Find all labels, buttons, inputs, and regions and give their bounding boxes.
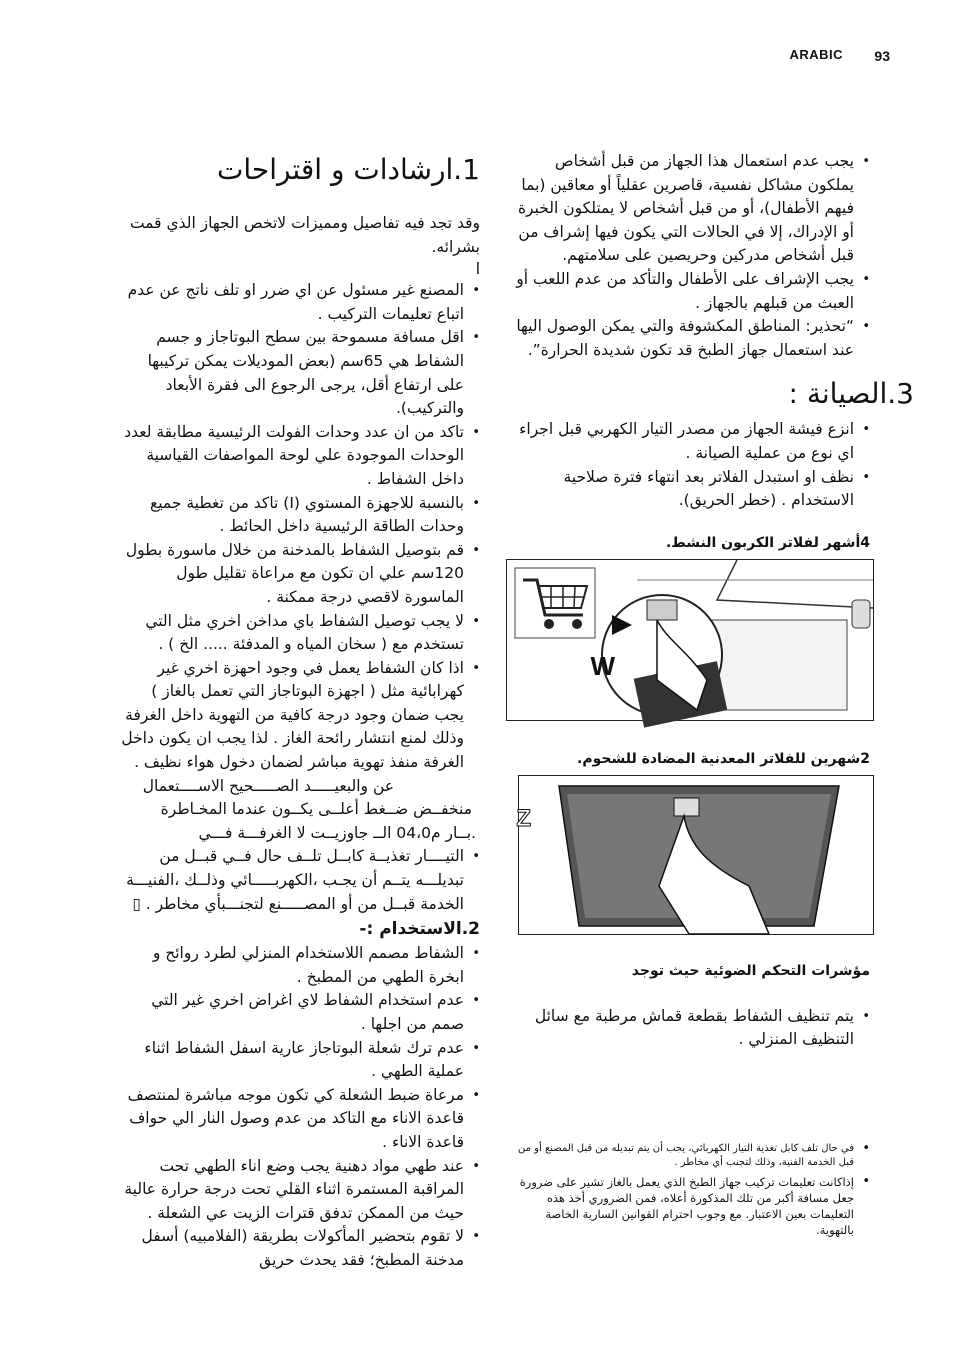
header-language: ARABIC [789, 47, 843, 62]
list-item: • لا تقوم بتحضير المأكولات بطريقة (الفلامبيه) أسفل مدخنة المطبخ؛ فقد يحدث حريق [118, 1225, 480, 1272]
list-item: • قم بتوصيل الشفاط بالمدخنة من خلال ماسورة بطول 120سم علي ان تكون مع مراعاة تقليل طول الماسورة لاقصي درجة ممكنة . [118, 539, 480, 610]
cable-note-list [118, 845, 480, 916]
list-item: • اذا كان الشفاط يعمل في وجود احهزة اخري غير كهرابائية مثل ( اجهزة البوتاجاز التي تعمل بالغاز ) يجب ضمان وجود درجة كافية من التهوية داخل الغرفة وذلك لمنع انتشار رائحة الغاز . لذا يجب ان يكون داخل الغرفة منفذ تهوية مباشر لضمان دخول هواء نظيف . [118, 657, 480, 775]
section-1-title: 1.ارشادات و اقتراحات [217, 153, 480, 186]
list-item: • المصنع غير مسئول عن اي ضرر او تلف ناتج عن عدم اتباع تعليمات التركيب . [118, 279, 480, 326]
footnote-item: • في حال تلف كابل تغذية التيار الكهربائي، يجب أن يتم تبديله من قبل المصنع أو من قبل الخدمة الفنية، وذلك لتجنب أي مخاطر . [512, 1142, 870, 1170]
left-column [118, 150, 480, 1273]
list-item: • نظف او استبدل الفلاتر بعد انتهاء فترة صلاحية الاستخدام . (خطر الحريق). [512, 466, 870, 513]
usage-list [118, 942, 480, 1272]
figure-letter-w: W [590, 650, 615, 681]
safety-list [512, 150, 870, 362]
list-item: • تاكد من ان عدد وحدات الفولت الرئيسية مطابقة لعدد الوحدات الموجودة علي لوحة المواصفات القياسية داخل الشفاط . [118, 421, 480, 492]
stray-character: ا [475, 260, 480, 279]
list-item: • مرعاة ضبط الشعلة كي تكون موجه مباشرة لمنتصف قاعدة الاناء مع التاكد من عدم وصول النار الي حواف قاعدة الاناء . [118, 1084, 480, 1155]
list-item: • لا يجب توصيل الشفاط باي مداخن اخري مثل التي تستخدم مع ( سخان المياه و المدفئة ..... الخ ) . [118, 610, 480, 657]
list-item: • عدم ترك شعلة البوتاجاز عارية اسفل الشفاط اثناء عملية الطهي . [118, 1037, 480, 1084]
right-column [512, 150, 914, 1238]
indicators-title: مؤشرات التحكم الضوئية حيث توجد [631, 962, 870, 979]
carbon-filter-caption: 4أشهر لفلاتر الكربون النشط. [665, 534, 870, 551]
list-item: • بالنسبة للاجهزة المستوي (I) تاكد من تغطية جميع وحدات الطاقة الرئيسية داخل الحائط . [118, 492, 480, 539]
list-item: • “تحذير: المناطق المكشوفة والتي يمكن الوصول اليها عند استعمال جهاز الطبخ قد تكون شديدة الحرارة”. [512, 315, 870, 362]
list-item: • اقل مسافة مسموحة بين سطح البوتاجاز و جسم الشفاط هي 65سم (بعض الموديلات يمكن تركيبها على ارتفاع أقل، يرجى الرجوع الى فقرة الأبعاد والتركيب). [118, 326, 480, 420]
list-item: • عدم استخدام الشفاط لاي اغراض اخري غير التي صمم من اجلها . [118, 989, 480, 1036]
maintenance-list [512, 418, 870, 512]
intro-paragraph: وقد تجد فيه تفاصيل ومميزات لاتخص الجهاز الذي قمت بشرائه. [129, 214, 480, 256]
list-item: • يتم تنظيف الشفاط بقطعة قماش مرطبة مع سائل التنظيف المنزلي . [512, 1005, 870, 1052]
cleaning-list [512, 1005, 870, 1052]
list-item: • يجب الإشراف على الأطفال والتأكد من عدم اللعب أو العبث من قبلهم بالجهاز . [512, 268, 870, 315]
grease-filter-figure [518, 775, 874, 935]
pressure-note-line: .بــار م04،0 الــ جاوزيــت لا الغرفـــة فـــي [198, 823, 476, 842]
list-item: • التيــــار تغذيــة كابــل تلــف حال فــي قبــل من تبديلـــه يتــم أن يجـب ،الكهربـــــائي وذلــك ،الفنيـــة الخدمة قبــل من أو المصـــــنع لتجنـــبأي مخاطر . ▯ [118, 845, 480, 916]
footnotes-list [512, 1142, 870, 1238]
section-3-title: 3.الصيانة : [788, 377, 914, 411]
list-item: • عند طهي مواد دهنية يجب وضع اناء الطهي تحت المراقبة المستمرة اثناء القلي تحت درجة حرارة عالية حيث من الممكن تدفق قترات الزيت عي الشعلة . [118, 1155, 480, 1226]
list-item: • يجب عدم استعمال هذا الجهاز من قبل أشخاص يملكون مشاكل نفسية، قاصرين عقلياً أو معاقين (بما فيهم الأطفال)، أو من قبل أشخاص لا يمتلكون الخبرة أو الإدراك، إلا في الحالات التي يكون فيها إشراف من قبل أشخاص مدركين وحريصين على سلامتهم. [512, 150, 870, 268]
page-number: 93 [874, 48, 890, 64]
list-item: • انزع فيشة الجهاز من مصدر التيار الكهربي قبل اجراء اي نوع من عملية الصيانة . [512, 418, 870, 465]
figure-letter-z: Z [516, 804, 531, 832]
guidelines-list [118, 279, 480, 774]
pressure-note-line: عن والبعيـــــد الصـــــحيح الاســــتعمال [142, 776, 394, 795]
shopping-cart-icon [515, 568, 595, 638]
grease-filter-caption: 2شهرين للفلاتر المعدنية المضادة للشحوم. [577, 750, 870, 767]
section-2-title: 2.الاستخدام :- [359, 919, 480, 940]
pressure-note-line: منخفــض ضــغط أعلــى يكــون عندما المخـاطرة [160, 800, 472, 819]
carbon-filter-figure [506, 559, 874, 721]
list-item: • الشفاط مصمم اللاستخدام المنزلي لطرد روائح و ابخرة الطهي من المطبخ . [118, 942, 480, 989]
footnote-item: • إذاكانت تعليمات تركيب جهاز الطبخ الذي يعمل بالغاز تشير على ضرورة جعل مسافة أكبر من تلك المذكورة أعلاه، فمن الضروري أخذ هذه التعليمات بعين الاعتبار. مع وجوب احترام القوانين السارية الخاصة بالتهوية. [512, 1174, 870, 1238]
